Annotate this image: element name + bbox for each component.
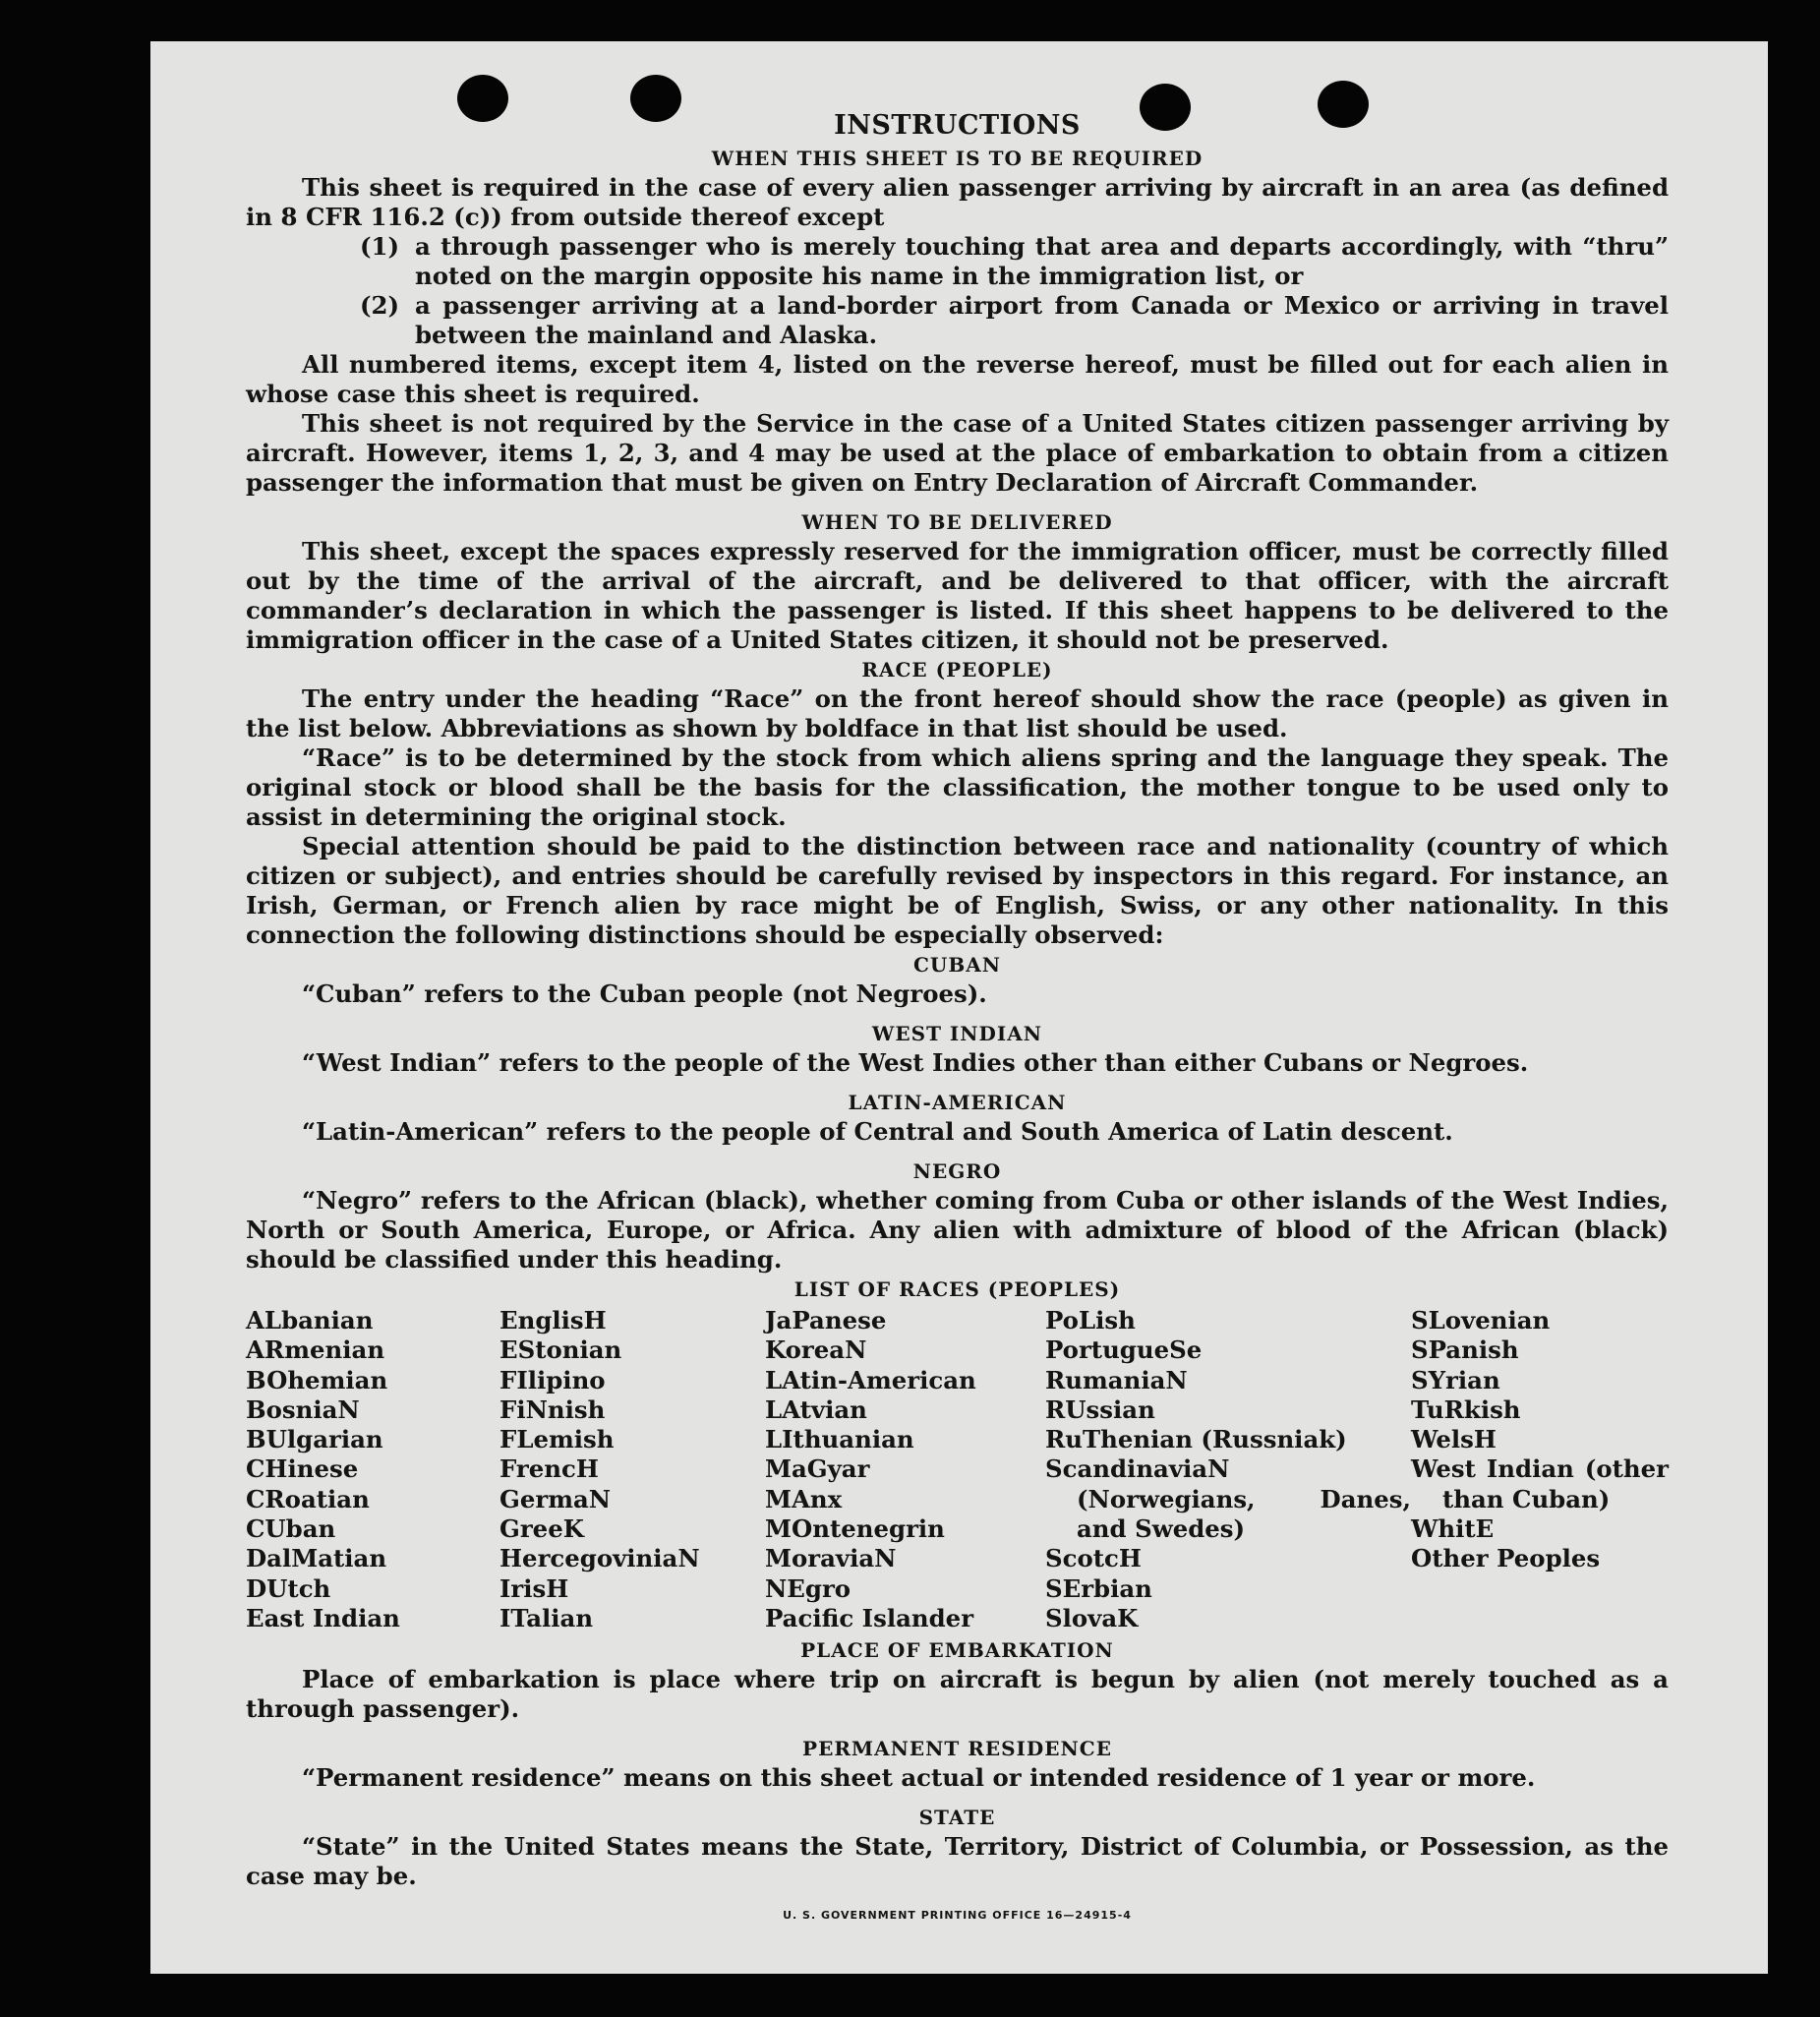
- when-delivered-heading: WHEN TO BE DELIVERED: [801, 510, 1113, 534]
- state-heading: STATE: [918, 1806, 996, 1830]
- race-item: Other Peoples: [1411, 1544, 1601, 1573]
- race-item: FrencH: [499, 1454, 599, 1484]
- when-required-heading: WHEN THIS SHEET IS TO BE REQUIRED: [711, 147, 1204, 170]
- races-column: [1411, 1306, 1669, 1633]
- race-item: TuRkish: [1411, 1394, 1521, 1424]
- race-item: LAtin-American: [765, 1365, 976, 1394]
- race-item: WelsH: [1411, 1425, 1497, 1454]
- race-item: WhitE: [1411, 1514, 1495, 1544]
- race-item: RuThenian (Russniak): [1045, 1425, 1347, 1454]
- race-item: GermaN: [499, 1484, 612, 1513]
- paragraph: This sheet is required in the case of every alien passenger arriving by aircraft in an area (as defined in 8 CFR 116.2 (c)) from outside thereof except: [246, 173, 1669, 231]
- race-item: Pacific Islander: [765, 1603, 974, 1632]
- race-item: SLovenian: [1411, 1306, 1551, 1335]
- race-item: LAtvian: [765, 1394, 867, 1424]
- race-item: BUlgarian: [246, 1425, 383, 1454]
- race-item: FIlipino: [499, 1365, 606, 1394]
- item-number: (2): [360, 291, 400, 320]
- race-item: FiNnish: [499, 1394, 606, 1424]
- races-column: [765, 1306, 1045, 1633]
- race-item: RUssian: [1045, 1394, 1155, 1424]
- race-item: NEgro: [765, 1573, 851, 1603]
- race-heading: RACE (PEOPLE): [861, 658, 1053, 682]
- race-item: DUtch: [246, 1573, 331, 1603]
- race-item: ScandinaviaN (Norwegians, Danes, and Swedes): [1045, 1454, 1411, 1544]
- paragraph: “Latin-American” refers to the people of Central and South America of Latin descent.: [302, 1117, 1453, 1146]
- printer-footer: U. S. GOVERNMENT PRINTING OFFICE 16—24915-4: [783, 1909, 1132, 1923]
- race-item: ITalian: [499, 1603, 594, 1632]
- race-item: GreeK: [499, 1514, 584, 1544]
- paragraph: “Permanent residence” means on this sheet actual or intended residence of 1 year or more.: [302, 1763, 1536, 1793]
- race-item: SErbian: [1045, 1573, 1152, 1603]
- race-item: CHinese: [246, 1454, 359, 1484]
- race-item: LIthuanian: [765, 1425, 914, 1454]
- paragraph: Place of embarkation is place where trip on aircraft is begun by alien (not merely touched as a through passenger).: [246, 1665, 1669, 1724]
- paragraph: The entry under the heading “Race” on the front hereof should show the race (people) as given in the list below. Abbreviations as shown by boldface in that list should be used.: [246, 684, 1669, 742]
- latin-american-heading: LATIN-AMERICAN: [848, 1091, 1067, 1114]
- race-item: BosniaN: [246, 1394, 360, 1424]
- race-item: CRoatian: [246, 1484, 370, 1513]
- document-title: INSTRUCTIONS: [834, 110, 1081, 141]
- race-item: West Indian (other than Cuban): [1411, 1454, 1669, 1513]
- race-item: PortugueSe: [1045, 1335, 1203, 1365]
- cuban-heading: CUBAN: [912, 953, 1002, 977]
- paragraph: “Race” is to be determined by the stock from which aliens spring and the language they speak. The original stock or blood shall be the basis for the classification, the mother tongue to be used only to assist in determining the original stock.: [246, 743, 1669, 831]
- race-item: RumaniaN: [1045, 1365, 1188, 1394]
- race-item: EStonian: [499, 1335, 622, 1365]
- race-item: SYrian: [1411, 1365, 1500, 1394]
- race-item: HercegoviniaN: [499, 1544, 700, 1573]
- race-item: SlovaK: [1045, 1603, 1139, 1632]
- list-of-races-heading: LIST OF RACES (PEOPLES): [793, 1277, 1121, 1301]
- race-item: DalMatian: [246, 1544, 387, 1573]
- race-item: IrisH: [499, 1573, 569, 1603]
- negro-heading: NEGRO: [912, 1159, 1002, 1183]
- numbered-item: [360, 291, 1669, 350]
- paragraph: Special attention should be paid to the distinction between race and nationality (country of which citizen or subject), and entries should be carefully revised by inspectors in this regard. For instance, an Irish, German, or French alien by race might be of English, Swiss, or any other nationality. In this connection the following distinctions should be especially observed:: [246, 832, 1669, 949]
- race-item: SPanish: [1411, 1335, 1519, 1365]
- races-column: [1045, 1306, 1411, 1633]
- race-item: MoraviaN: [765, 1544, 897, 1573]
- race-item: MAnx: [765, 1484, 843, 1513]
- paragraph: “Cuban” refers to the Cuban people (not Negroes).: [302, 979, 987, 1008]
- race-item: ARmenian: [246, 1335, 385, 1365]
- west-indian-heading: WEST INDIAN: [871, 1022, 1043, 1045]
- numbered-item: [360, 232, 1669, 291]
- race-item: KoreaN: [765, 1335, 867, 1365]
- item-text: a passenger arriving at a land-border airport from Canada or Mexico or arriving in travel between the mainland and Alaska.: [415, 291, 1669, 349]
- race-item: EnglisH: [499, 1306, 607, 1335]
- race-item: PoLish: [1045, 1306, 1136, 1335]
- races-column: [499, 1306, 765, 1633]
- races-list: [246, 1306, 1669, 1633]
- race-item: MaGyar: [765, 1454, 870, 1484]
- item-number: (1): [360, 232, 400, 261]
- race-item: ALbanian: [246, 1306, 374, 1335]
- paragraph: This sheet, except the spaces expressly reserved for the immigration officer, must be correctly filled out by the time of the arrival of the aircraft, and be delivered to that officer, with the aircraft commander’s declaration in which the passenger is listed. If this sheet happens to be delivered to the immigration officer in the case of a United States citizen, it should not be preserved.: [246, 537, 1669, 654]
- race-item: ScotcH: [1045, 1544, 1142, 1573]
- instructions-content: [246, 108, 1669, 1930]
- race-item: MOntenegrin: [765, 1514, 945, 1544]
- document-sheet: [150, 41, 1768, 1974]
- paragraph: “Negro” refers to the African (black), whether coming from Cuba or other islands of the West Indies, North or South America, Europe, or Africa. Any alien with admixture of blood of the African (black) should be classified under this heading.: [246, 1186, 1669, 1274]
- embarkation-heading: PLACE OF EMBARKATION: [800, 1638, 1114, 1663]
- paragraph: “West Indian” refers to the people of the West Indies other than either Cubans or Negroes.: [302, 1048, 1529, 1077]
- race-item: JaPanese: [765, 1306, 887, 1335]
- race-item: FLemish: [499, 1425, 615, 1454]
- item-text: a through passenger who is merely touching that area and departs accordingly, with “thru” noted on the margin opposite his name in the immigration list, or: [415, 232, 1669, 290]
- race-item: BOhemian: [246, 1365, 388, 1394]
- paragraph: All numbered items, except item 4, listed on the reverse hereof, must be filled out for each alien in whose case this sheet is required.: [246, 350, 1669, 408]
- races-column: [246, 1306, 499, 1633]
- paragraph: “State” in the United States means the State, Territory, District of Columbia, or Possession, as the case may be.: [246, 1832, 1669, 1891]
- paragraph: This sheet is not required by the Service in the case of a United States citizen passenger arriving by aircraft. However, items 1, 2, 3, and 4 may be used at the place of embarkation to obtain from a citizen passenger the information that must be given on Entry Declaration of Aircraft Commander.: [246, 409, 1669, 497]
- race-item: CUban: [246, 1514, 336, 1544]
- race-item: East Indian: [246, 1603, 400, 1632]
- residence-heading: PERMANENT RESIDENCE: [802, 1737, 1112, 1761]
